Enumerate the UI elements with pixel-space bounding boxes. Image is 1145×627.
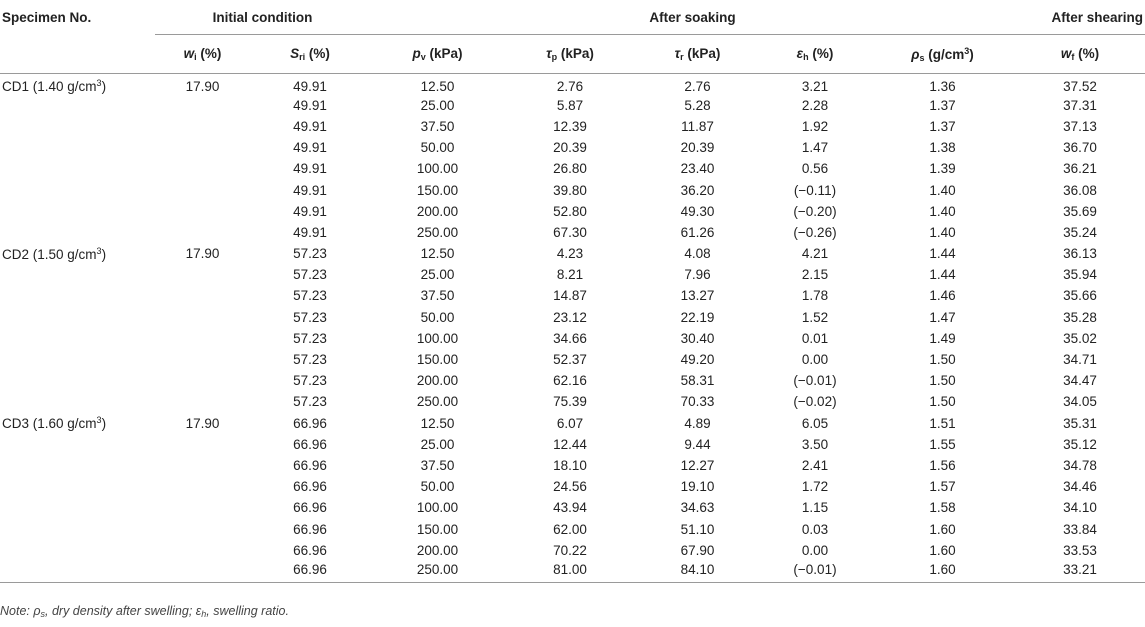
value-cell: 2.76 — [684, 78, 711, 94]
value-cell: (−0.02) — [793, 394, 837, 410]
value-cell: 100.00 — [416, 161, 459, 177]
value-cell: 9.44 — [684, 436, 711, 452]
wi-cell — [155, 540, 250, 561]
value-cell: 1.47 — [801, 140, 829, 156]
value-cell: 6.07 — [556, 415, 584, 431]
table-row — [0, 264, 1145, 285]
wi-cell — [155, 455, 250, 476]
value-cell: 25.00 — [420, 97, 455, 113]
value-cell: 1.47 — [929, 309, 956, 325]
value-cell: 49.20 — [680, 352, 715, 368]
value-cell: 20.39 — [680, 140, 715, 156]
specimen-cell — [0, 222, 155, 243]
value-cell: 33.21 — [1063, 561, 1097, 577]
value-cell: 36.70 — [1063, 140, 1097, 156]
value-cell: 37.13 — [1063, 118, 1097, 134]
specimen-cell — [0, 285, 155, 306]
table-row — [0, 243, 1145, 264]
value-cell: 200.00 — [416, 203, 459, 219]
wi-cell — [155, 264, 250, 285]
value-cell: 20.39 — [553, 140, 587, 156]
value-cell: 34.71 — [1063, 352, 1097, 368]
value-cell: 12.39 — [553, 118, 587, 134]
value-cell: 51.10 — [680, 521, 715, 537]
value-cell: 34.47 — [1063, 373, 1097, 389]
header-col-5: $\tau_r$ (kPa) — [635, 35, 760, 74]
value-cell: 5.28 — [684, 97, 711, 113]
table-row — [0, 413, 1145, 434]
value-cell: 1.38 — [929, 140, 956, 156]
value-cell: 12.50 — [420, 78, 455, 94]
value-cell: 49.91 — [293, 161, 327, 177]
value-cell: 0.03 — [801, 521, 829, 537]
specimen-cell — [0, 518, 155, 539]
value-cell: 2.15 — [801, 267, 829, 283]
value-cell: 36.08 — [1063, 182, 1097, 198]
value-cell: (−0.01) — [793, 561, 837, 577]
wi-cell — [155, 116, 250, 137]
value-cell: 57.23 — [293, 394, 327, 410]
wi-cell — [155, 434, 250, 455]
value-cell: 57.23 — [293, 373, 327, 389]
table-row — [0, 561, 1145, 582]
value-cell: 26.80 — [553, 161, 587, 177]
value-cell: 25.00 — [420, 267, 455, 283]
value-cell: 2.28 — [801, 97, 829, 113]
specimen-cell — [0, 476, 155, 497]
specimen-cell — [0, 116, 155, 137]
value-cell: 1.44 — [929, 267, 956, 283]
value-cell: 84.10 — [680, 561, 715, 577]
value-cell: 18.10 — [553, 457, 587, 473]
value-cell: 1.55 — [929, 436, 956, 452]
specimen-cell — [0, 349, 155, 370]
wi-cell — [155, 222, 250, 243]
value-cell: 100.00 — [416, 500, 459, 516]
value-cell: (−0.11) — [793, 182, 837, 198]
value-cell: 66.96 — [293, 561, 327, 577]
table-row — [0, 179, 1145, 200]
header-col-4: $\tau_p$ (kPa) — [505, 35, 635, 74]
value-cell: 1.40 — [929, 224, 956, 240]
value-cell: 8.21 — [556, 267, 584, 283]
value-cell: 1.40 — [929, 182, 956, 198]
value-cell: 66.96 — [293, 436, 327, 452]
wi-cell — [155, 370, 250, 391]
header-row-columns — [0, 35, 1145, 74]
header-col-1: $w_i$ (%) — [155, 35, 250, 74]
header-col-8: $w_f$ (%) — [1015, 35, 1145, 74]
value-cell: 4.08 — [684, 246, 711, 262]
specimen-cell — [0, 179, 155, 200]
value-cell: 67.30 — [553, 224, 587, 240]
value-cell: 1.51 — [929, 415, 956, 431]
value-cell: 24.56 — [553, 479, 587, 495]
value-cell: 49.91 — [293, 224, 327, 240]
value-cell: 37.50 — [420, 118, 455, 134]
table-body — [0, 74, 1145, 583]
specimen-cell — [0, 137, 155, 158]
specimen-cell: CD3 (1.60 $g/cm^3$) — [2, 415, 107, 432]
value-cell: 13.27 — [680, 288, 715, 304]
wi-cell: 17.90 — [185, 246, 220, 262]
value-cell: 81.00 — [553, 561, 587, 577]
value-cell: 1.57 — [929, 479, 956, 495]
value-cell: 1.92 — [801, 118, 829, 134]
header-specimen: Specimen No. — [2, 9, 92, 25]
value-cell: 66.96 — [293, 542, 327, 558]
value-cell: 4.21 — [801, 246, 829, 262]
value-cell: 1.37 — [929, 118, 956, 134]
table-row — [0, 222, 1145, 243]
value-cell: 14.87 — [553, 288, 587, 304]
specimen-cell: CD1 (1.40 $g/cm^3$) — [2, 78, 107, 95]
value-cell: 150.00 — [416, 182, 459, 198]
value-cell: 34.78 — [1063, 457, 1097, 473]
wi-cell — [155, 349, 250, 370]
value-cell: 1.36 — [929, 78, 956, 94]
value-cell: 43.94 — [553, 500, 587, 516]
header-group-soaking: After soaking — [370, 0, 1015, 35]
wi-cell — [155, 158, 250, 179]
value-cell: 1.50 — [929, 352, 956, 368]
specimen-cell — [0, 264, 155, 285]
table-row — [0, 434, 1145, 455]
value-cell: 57.23 — [293, 288, 327, 304]
value-cell: 34.66 — [553, 330, 587, 346]
value-cell: 39.80 — [553, 182, 587, 198]
value-cell: 0.00 — [801, 352, 829, 368]
value-cell: 200.00 — [416, 373, 459, 389]
value-cell: 66.96 — [293, 457, 327, 473]
value-cell: 66.96 — [293, 500, 327, 516]
wi-cell — [155, 201, 250, 222]
table-row — [0, 285, 1145, 306]
value-cell: 49.30 — [680, 203, 715, 219]
wi-cell — [155, 179, 250, 200]
value-cell: 1.40 — [929, 203, 956, 219]
value-cell: 34.05 — [1063, 394, 1097, 410]
table-row — [0, 74, 1145, 95]
value-cell: 3.50 — [801, 436, 829, 452]
table-row — [0, 540, 1145, 561]
table-row — [0, 116, 1145, 137]
table-row — [0, 158, 1145, 179]
value-cell: 1.58 — [929, 500, 956, 516]
value-cell: 34.10 — [1063, 500, 1097, 516]
value-cell: 0.56 — [801, 161, 829, 177]
value-cell: 57.23 — [293, 246, 327, 262]
header-group-shearing: After shearing — [1015, 0, 1145, 35]
value-cell: 1.44 — [929, 246, 956, 262]
value-cell: 35.12 — [1063, 436, 1097, 452]
value-cell: 57.23 — [293, 330, 327, 346]
wi-cell — [155, 561, 250, 582]
specimen-cell — [0, 307, 155, 328]
wi-cell — [155, 285, 250, 306]
value-cell: 1.46 — [929, 288, 956, 304]
header-blank — [0, 35, 155, 74]
specimen-cell — [0, 497, 155, 518]
value-cell: 1.60 — [929, 521, 956, 537]
value-cell: 1.60 — [929, 561, 956, 577]
table-row — [0, 349, 1145, 370]
value-cell: 75.39 — [553, 394, 587, 410]
value-cell: 1.78 — [801, 288, 829, 304]
table-row — [0, 476, 1145, 497]
value-cell: 1.56 — [929, 457, 956, 473]
value-cell: 35.69 — [1063, 203, 1097, 219]
wi-cell — [155, 328, 250, 349]
value-cell: 50.00 — [420, 309, 455, 325]
table-row — [0, 328, 1145, 349]
value-cell: 52.80 — [553, 203, 587, 219]
value-cell: 35.31 — [1063, 415, 1097, 431]
value-cell: (−0.26) — [793, 224, 837, 240]
value-cell: 1.50 — [929, 394, 956, 410]
value-cell: 66.96 — [293, 479, 327, 495]
value-cell: 0.00 — [801, 542, 829, 558]
value-cell: 57.23 — [293, 352, 327, 368]
wi-cell — [155, 476, 250, 497]
value-cell: 37.50 — [420, 288, 455, 304]
value-cell: (−0.01) — [793, 373, 837, 389]
table-row — [0, 137, 1145, 158]
value-cell: (−0.20) — [793, 203, 837, 219]
header-col-6: $\varepsilon_h$ (%) — [760, 35, 870, 74]
header-col-3: $p_v$ (kPa) — [370, 35, 505, 74]
specimen-cell — [0, 455, 155, 476]
table-row — [0, 95, 1145, 116]
wi-cell: 17.90 — [185, 78, 220, 94]
value-cell: 49.91 — [293, 182, 327, 198]
wi-cell — [155, 95, 250, 116]
specimen-cell — [0, 328, 155, 349]
value-cell: 37.50 — [420, 457, 455, 473]
value-cell: 22.19 — [680, 309, 715, 325]
header-group-initial: Initial condition — [155, 0, 370, 35]
value-cell: 1.15 — [801, 500, 829, 516]
value-cell: 34.46 — [1063, 479, 1097, 495]
specimen-cell — [0, 158, 155, 179]
value-cell: 6.05 — [801, 415, 829, 431]
value-cell: 23.12 — [553, 309, 587, 325]
wi-cell — [155, 518, 250, 539]
specimen-cell — [0, 201, 155, 222]
value-cell: 11.87 — [681, 118, 714, 134]
header-col-7: $\rho_s$ $(g/cm^3)$ — [870, 35, 1015, 74]
value-cell: 19.10 — [680, 479, 715, 495]
value-cell: 62.00 — [553, 521, 587, 537]
value-cell: 49.91 — [293, 118, 327, 134]
wi-cell — [155, 391, 250, 412]
specimen-cell — [0, 95, 155, 116]
value-cell: 150.00 — [416, 352, 459, 368]
value-cell: 58.31 — [680, 373, 715, 389]
value-cell: 12.50 — [420, 415, 455, 431]
value-cell: 50.00 — [420, 479, 455, 495]
value-cell: 23.40 — [680, 161, 715, 177]
value-cell: 1.52 — [801, 309, 829, 325]
table-row — [0, 307, 1145, 328]
wi-cell — [155, 307, 250, 328]
value-cell: 70.22 — [553, 542, 587, 558]
value-cell: 49.91 — [293, 78, 327, 94]
value-cell: 1.50 — [929, 373, 956, 389]
table-row — [0, 201, 1145, 222]
value-cell: 66.96 — [293, 521, 327, 537]
value-cell: 57.23 — [293, 309, 327, 325]
value-cell: 0.01 — [801, 330, 829, 346]
value-cell: 67.90 — [680, 542, 715, 558]
value-cell: 12.44 — [553, 436, 587, 452]
value-cell: 49.91 — [293, 97, 327, 113]
value-cell: 100.00 — [416, 330, 459, 346]
value-cell: 30.40 — [680, 330, 715, 346]
value-cell: 70.33 — [680, 394, 715, 410]
value-cell: 4.89 — [684, 415, 711, 431]
value-cell: 35.02 — [1063, 330, 1097, 346]
table-row — [0, 518, 1145, 539]
value-cell: 12.50 — [420, 246, 455, 262]
value-cell: 3.21 — [801, 78, 829, 94]
value-cell: 66.96 — [293, 415, 327, 431]
value-cell: 33.53 — [1063, 542, 1097, 558]
value-cell: 5.87 — [556, 97, 584, 113]
value-cell: 35.94 — [1063, 267, 1097, 283]
value-cell: 35.28 — [1063, 309, 1097, 325]
value-cell: 57.23 — [293, 267, 327, 283]
value-cell: 37.52 — [1063, 78, 1097, 94]
value-cell: 200.00 — [416, 542, 459, 558]
value-cell: 250.00 — [416, 224, 459, 240]
value-cell: 49.91 — [293, 203, 327, 219]
header-row-groups — [0, 0, 1145, 35]
value-cell: 61.26 — [680, 224, 715, 240]
table-row — [0, 497, 1145, 518]
value-cell: 12.27 — [680, 457, 715, 473]
value-cell: 37.31 — [1063, 97, 1097, 113]
value-cell: 1.37 — [929, 97, 956, 113]
value-cell: 2.41 — [801, 457, 829, 473]
table-row — [0, 370, 1145, 391]
specimen-cell: CD2 (1.50 $g/cm^3$) — [2, 245, 107, 262]
value-cell: 4.23 — [556, 246, 584, 262]
value-cell: 35.66 — [1063, 288, 1097, 304]
value-cell: 33.84 — [1063, 521, 1097, 537]
value-cell: 36.13 — [1063, 246, 1097, 262]
value-cell: 7.96 — [684, 267, 711, 283]
value-cell: 250.00 — [416, 561, 459, 577]
header-col-2: $S_{ri}$ (%) — [250, 35, 370, 74]
wi-cell — [155, 137, 250, 158]
value-cell: 35.24 — [1063, 224, 1097, 240]
table-row — [0, 391, 1145, 412]
specimen-cell — [0, 540, 155, 561]
specimen-cell — [0, 561, 155, 582]
value-cell: 49.91 — [293, 140, 327, 156]
value-cell: 36.20 — [680, 182, 715, 198]
value-cell: 150.00 — [416, 521, 459, 537]
value-cell: 50.00 — [420, 140, 455, 156]
specimen-cell — [0, 434, 155, 455]
value-cell: 1.39 — [929, 161, 956, 177]
specimen-cell — [0, 370, 155, 391]
value-cell: 1.72 — [801, 479, 829, 495]
value-cell: 25.00 — [420, 436, 455, 452]
wi-cell: 17.90 — [185, 415, 220, 431]
value-cell: 52.37 — [553, 352, 587, 368]
table-header — [0, 0, 1145, 74]
value-cell: 34.63 — [680, 500, 715, 516]
value-cell: 1.49 — [929, 330, 956, 346]
value-cell: 36.21 — [1063, 161, 1097, 177]
table-row — [0, 455, 1145, 476]
specimen-cell — [0, 391, 155, 412]
value-cell: 62.16 — [553, 373, 587, 389]
value-cell: 250.00 — [416, 394, 459, 410]
wi-cell — [155, 497, 250, 518]
value-cell: 2.76 — [556, 78, 584, 94]
table-note: Note: $\rho_s$, dry density after swelling; $\varepsilon_h$, swelling ratio. — [0, 604, 289, 619]
value-cell: 1.60 — [929, 542, 956, 558]
